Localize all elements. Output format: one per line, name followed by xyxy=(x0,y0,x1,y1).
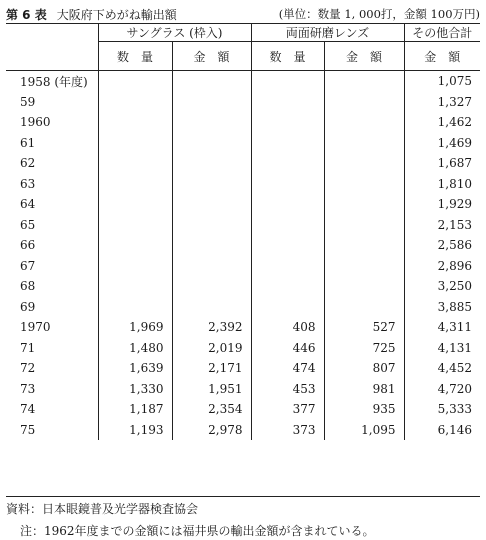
title-row xyxy=(6,6,480,22)
cell-total-amount: 3,885 xyxy=(404,297,480,318)
cell-year: 1970 xyxy=(20,320,51,335)
export-table xyxy=(6,23,480,440)
cell-sunglasses-amount: 2,978 xyxy=(172,420,251,441)
cell-lens-qty xyxy=(251,153,324,174)
cell-total-amount: 1,469 xyxy=(404,133,480,154)
cell-sunglasses-qty: 1,480 xyxy=(98,338,172,359)
cell-sunglasses-amount xyxy=(172,92,251,113)
group-header-lenses: 両面研磨レンズ xyxy=(251,23,404,42)
cell-lens-amount xyxy=(324,112,404,133)
cell-sunglasses-qty xyxy=(98,92,172,113)
cell-sunglasses-amount: 2,019 xyxy=(172,338,251,359)
cell-sunglasses-amount xyxy=(172,276,251,297)
cell-lens-qty: 453 xyxy=(251,379,324,400)
cell-total-amount: 5,333 xyxy=(404,399,480,420)
cell-lens-qty: 373 xyxy=(251,420,324,441)
cell-sunglasses-qty: 1,330 xyxy=(98,379,172,400)
cell-sunglasses-qty xyxy=(98,297,172,318)
cell-lens-qty xyxy=(251,112,324,133)
cell-total-amount: 4,131 xyxy=(404,338,480,359)
cell-lens-qty: 474 xyxy=(251,358,324,379)
cell-total-amount: 2,153 xyxy=(404,215,480,236)
header-group-row xyxy=(6,23,480,42)
cell-total-amount: 1,687 xyxy=(404,153,480,174)
cell-lens-amount xyxy=(324,256,404,277)
cell-year: 68 xyxy=(20,279,36,294)
cell-total-amount: 2,896 xyxy=(404,256,480,277)
table-row xyxy=(6,133,480,154)
group-header-sunglasses: サングラス (枠入) xyxy=(98,23,251,42)
cell-lens-amount: 527 xyxy=(324,317,404,338)
table-row xyxy=(6,174,480,195)
cell-lens-qty: 408 xyxy=(251,317,324,338)
cell-year: 1958 (年度) xyxy=(20,74,88,89)
cell-year: 67 xyxy=(20,258,36,273)
cell-sunglasses-amount xyxy=(172,112,251,133)
bottom-rule xyxy=(6,496,480,497)
cell-lens-qty: 446 xyxy=(251,338,324,359)
table-row xyxy=(6,420,480,441)
cell-sunglasses-qty xyxy=(98,174,172,195)
year-header-corner xyxy=(6,23,98,71)
cell-sunglasses-qty xyxy=(98,194,172,215)
cell-lens-amount xyxy=(324,194,404,215)
cell-sunglasses-qty xyxy=(98,235,172,256)
cell-lens-qty xyxy=(251,71,324,92)
cell-sunglasses-amount xyxy=(172,297,251,318)
cell-total-amount: 4,720 xyxy=(404,379,480,400)
unit-note: (単位：数量 1, 000打，金額 100万円) xyxy=(278,7,480,21)
cell-total-amount: 2,586 xyxy=(404,235,480,256)
cell-lens-qty xyxy=(251,92,324,113)
cell-year: 66 xyxy=(20,238,36,253)
table-body xyxy=(6,71,480,441)
sub-header-total-amt: 金 額 xyxy=(404,42,480,71)
cell-total-amount: 1,929 xyxy=(404,194,480,215)
table-row xyxy=(6,92,480,113)
cell-sunglasses-qty: 1,969 xyxy=(98,317,172,338)
cell-sunglasses-amount xyxy=(172,174,251,195)
cell-year: 65 xyxy=(20,217,36,232)
cell-sunglasses-amount xyxy=(172,235,251,256)
cell-year: 74 xyxy=(20,402,36,417)
table-row xyxy=(6,256,480,277)
cell-year: 71 xyxy=(20,340,36,355)
cell-total-amount: 4,311 xyxy=(404,317,480,338)
cell-total-amount: 4,452 xyxy=(404,358,480,379)
table-row xyxy=(6,358,480,379)
cell-sunglasses-amount xyxy=(172,71,251,92)
cell-sunglasses-amount: 1,951 xyxy=(172,379,251,400)
cell-year: 61 xyxy=(20,135,36,150)
source-note: 資料：日本眼鏡普及光学器検査協会 xyxy=(6,502,199,516)
cell-total-amount: 1,327 xyxy=(404,92,480,113)
cell-year: 64 xyxy=(20,197,36,212)
cell-year: 59 xyxy=(20,94,36,109)
cell-lens-qty xyxy=(251,256,324,277)
table-number: 第 6 表 xyxy=(6,7,47,22)
cell-year: 62 xyxy=(20,156,36,171)
cell-lens-amount: 725 xyxy=(324,338,404,359)
cell-year: 69 xyxy=(20,299,36,314)
table-row xyxy=(6,297,480,318)
sub-header-sg-qty: 数 量 xyxy=(98,42,172,71)
cell-lens-amount xyxy=(324,153,404,174)
table-row xyxy=(6,276,480,297)
cell-sunglasses-qty xyxy=(98,133,172,154)
cell-sunglasses-qty xyxy=(98,112,172,133)
table-row xyxy=(6,338,480,359)
cell-year: 72 xyxy=(20,361,36,376)
cell-lens-amount xyxy=(324,215,404,236)
table-row xyxy=(6,215,480,236)
table-row xyxy=(6,235,480,256)
cell-total-amount: 1,810 xyxy=(404,174,480,195)
sub-header-ln-amt: 金 額 xyxy=(324,42,404,71)
cell-sunglasses-qty: 1,639 xyxy=(98,358,172,379)
cell-lens-amount xyxy=(324,133,404,154)
cell-sunglasses-amount xyxy=(172,256,251,277)
cell-year: 63 xyxy=(20,176,36,191)
table-row xyxy=(6,194,480,215)
cell-lens-qty xyxy=(251,133,324,154)
cell-lens-amount: 1,095 xyxy=(324,420,404,441)
cell-lens-amount: 807 xyxy=(324,358,404,379)
cell-sunglasses-amount xyxy=(172,153,251,174)
cell-lens-amount xyxy=(324,174,404,195)
cell-sunglasses-amount: 2,171 xyxy=(172,358,251,379)
cell-lens-qty xyxy=(251,276,324,297)
cell-sunglasses-amount xyxy=(172,133,251,154)
cell-lens-qty xyxy=(251,235,324,256)
footnote: 注：1962年度までの金額には福井県の輸出金額が含まれている。 xyxy=(20,524,375,538)
cell-total-amount: 3,250 xyxy=(404,276,480,297)
table-row xyxy=(6,379,480,400)
title-block xyxy=(6,6,177,23)
table-title: 大阪府下めがね輸出額 xyxy=(56,7,177,22)
table-row xyxy=(6,153,480,174)
sub-header-ln-qty: 数 量 xyxy=(251,42,324,71)
table-row xyxy=(6,112,480,133)
cell-lens-amount: 935 xyxy=(324,399,404,420)
cell-total-amount: 6,146 xyxy=(404,420,480,441)
cell-sunglasses-qty xyxy=(98,71,172,92)
cell-lens-amount: 981 xyxy=(324,379,404,400)
cell-sunglasses-qty: 1,193 xyxy=(98,420,172,441)
cell-total-amount: 1,075 xyxy=(404,71,480,92)
cell-year: 75 xyxy=(20,422,36,437)
table-row xyxy=(6,399,480,420)
cell-sunglasses-amount xyxy=(172,194,251,215)
cell-sunglasses-qty xyxy=(98,256,172,277)
cell-sunglasses-amount xyxy=(172,215,251,236)
cell-sunglasses-qty xyxy=(98,215,172,236)
cell-lens-qty xyxy=(251,174,324,195)
cell-year: 73 xyxy=(20,381,36,396)
cell-lens-qty xyxy=(251,194,324,215)
cell-sunglasses-qty xyxy=(98,276,172,297)
cell-lens-qty: 377 xyxy=(251,399,324,420)
cell-year: 1960 xyxy=(20,115,51,130)
cell-lens-amount xyxy=(324,92,404,113)
cell-sunglasses-qty xyxy=(98,153,172,174)
cell-lens-amount xyxy=(324,276,404,297)
table-row xyxy=(6,71,480,92)
cell-total-amount: 1,462 xyxy=(404,112,480,133)
cell-lens-qty xyxy=(251,297,324,318)
cell-lens-amount xyxy=(324,235,404,256)
cell-sunglasses-qty: 1,187 xyxy=(98,399,172,420)
cell-lens-amount xyxy=(324,71,404,92)
group-header-total: その他合計 xyxy=(404,23,480,42)
sub-header-sg-amt: 金 額 xyxy=(172,42,251,71)
cell-sunglasses-amount: 2,392 xyxy=(172,317,251,338)
cell-lens-amount xyxy=(324,297,404,318)
table-row xyxy=(6,317,480,338)
cell-lens-qty xyxy=(251,215,324,236)
cell-sunglasses-amount: 2,354 xyxy=(172,399,251,420)
